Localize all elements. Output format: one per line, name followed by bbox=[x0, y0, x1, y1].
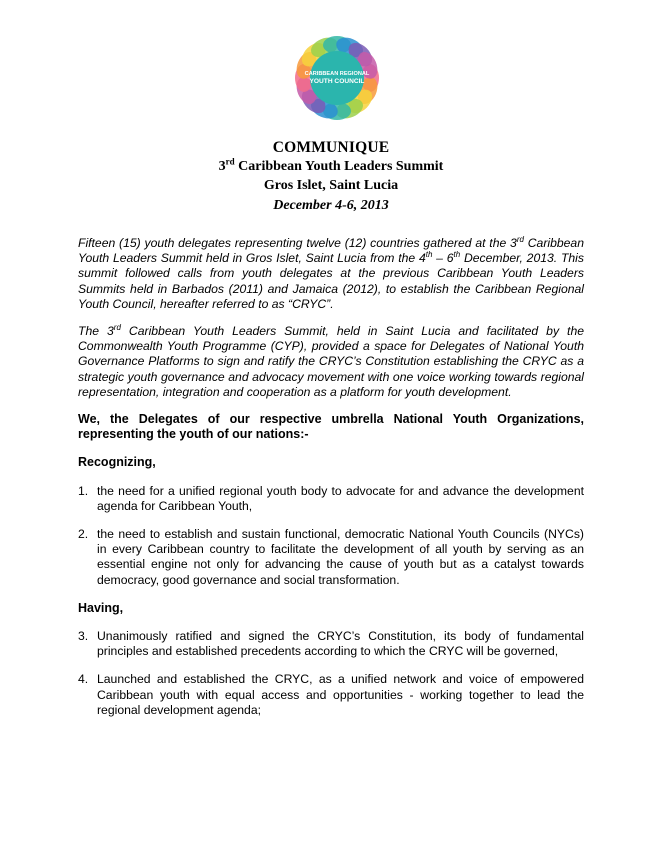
list-item-number: 2. bbox=[78, 527, 89, 542]
list-item-number: 1. bbox=[78, 483, 89, 498]
summit-date: December 4-6, 2013 bbox=[273, 198, 389, 213]
list-item bbox=[78, 527, 584, 588]
having-heading: Having, bbox=[78, 600, 124, 615]
list-item-text: Launched and established the CRYC, as a unified network and voice of empowered Caribbean youth with equal access and opportunities - working together to lead the regional development agenda; bbox=[97, 672, 584, 717]
list-item bbox=[78, 629, 584, 659]
logo-graphic bbox=[289, 30, 385, 126]
summit-paragraph: The 3rd Caribbean Youth Leaders Summit, held in Saint Lucia and facilitated by the Commonwealth Youth Programme (CYP), provided a space for Delegates of National Youth Governance Platforms to sign and ratify the CRYC’s Constitution establishing the CRYC as a strategic youth governance and advocacy movement with one voice working towards regional representation, integration and cooperation as a platform for youth development. bbox=[78, 322, 585, 399]
logo-text-line2: YOUTH COUNCIL bbox=[309, 78, 365, 85]
list-item-number: 3. bbox=[78, 629, 89, 644]
logo-text-line1: CARIBBEAN REGIONAL bbox=[304, 71, 370, 77]
communique-heading bbox=[0, 138, 662, 217]
document-title: COMMUNIQUE bbox=[272, 139, 390, 156]
delegates-statement: We, the Delegates of our respective umbrella National Youth Organizations, representing the youth of our nations:- bbox=[78, 412, 584, 442]
list-item-text: Unanimously ratified and signed the CRYC’s Constitution, its body of fundamental principles and established precedents according to which the CRYC will be governed, bbox=[97, 629, 584, 659]
list-item-text: the need for a unified regional youth body to advocate for and advance the development agenda for Caribbean Youth, bbox=[97, 483, 584, 513]
list-item bbox=[78, 672, 584, 718]
summit-name: 3rd Caribbean Youth Leaders Summit bbox=[218, 156, 444, 174]
list-item bbox=[78, 484, 584, 514]
list-item-text: the need to establish and sustain functional, democratic National Youth Councils (NYCs) in every Caribbean country to facilitate the development of all youth by serving as an essential engine not only for advancing the cause of youth but as a catalyst towards democracy, good governance and social transformation. bbox=[97, 527, 584, 587]
list-item-number: 4. bbox=[78, 672, 89, 687]
recognizing-heading: Recognizing, bbox=[78, 455, 156, 470]
document-body bbox=[78, 236, 584, 731]
summit-location: Gros Islet, Saint Lucia bbox=[263, 178, 399, 193]
intro-paragraph: Fifteen (15) youth delegates representing twelve (12) countries gathered at the 3rd Caribbean Youth Leaders Summit held in Gros Islet, Saint Lucia from the 4th – 6th December, 2013. This summit followed calls from youth delegates at the previous Caribbean Youth Leaders Summits held in Barbados (2011) and Jamaica (2012), to establish the Caribbean Regional Youth Council, hereafter referred to as “CRYC”. bbox=[78, 234, 584, 311]
crycc-logo bbox=[289, 30, 385, 126]
